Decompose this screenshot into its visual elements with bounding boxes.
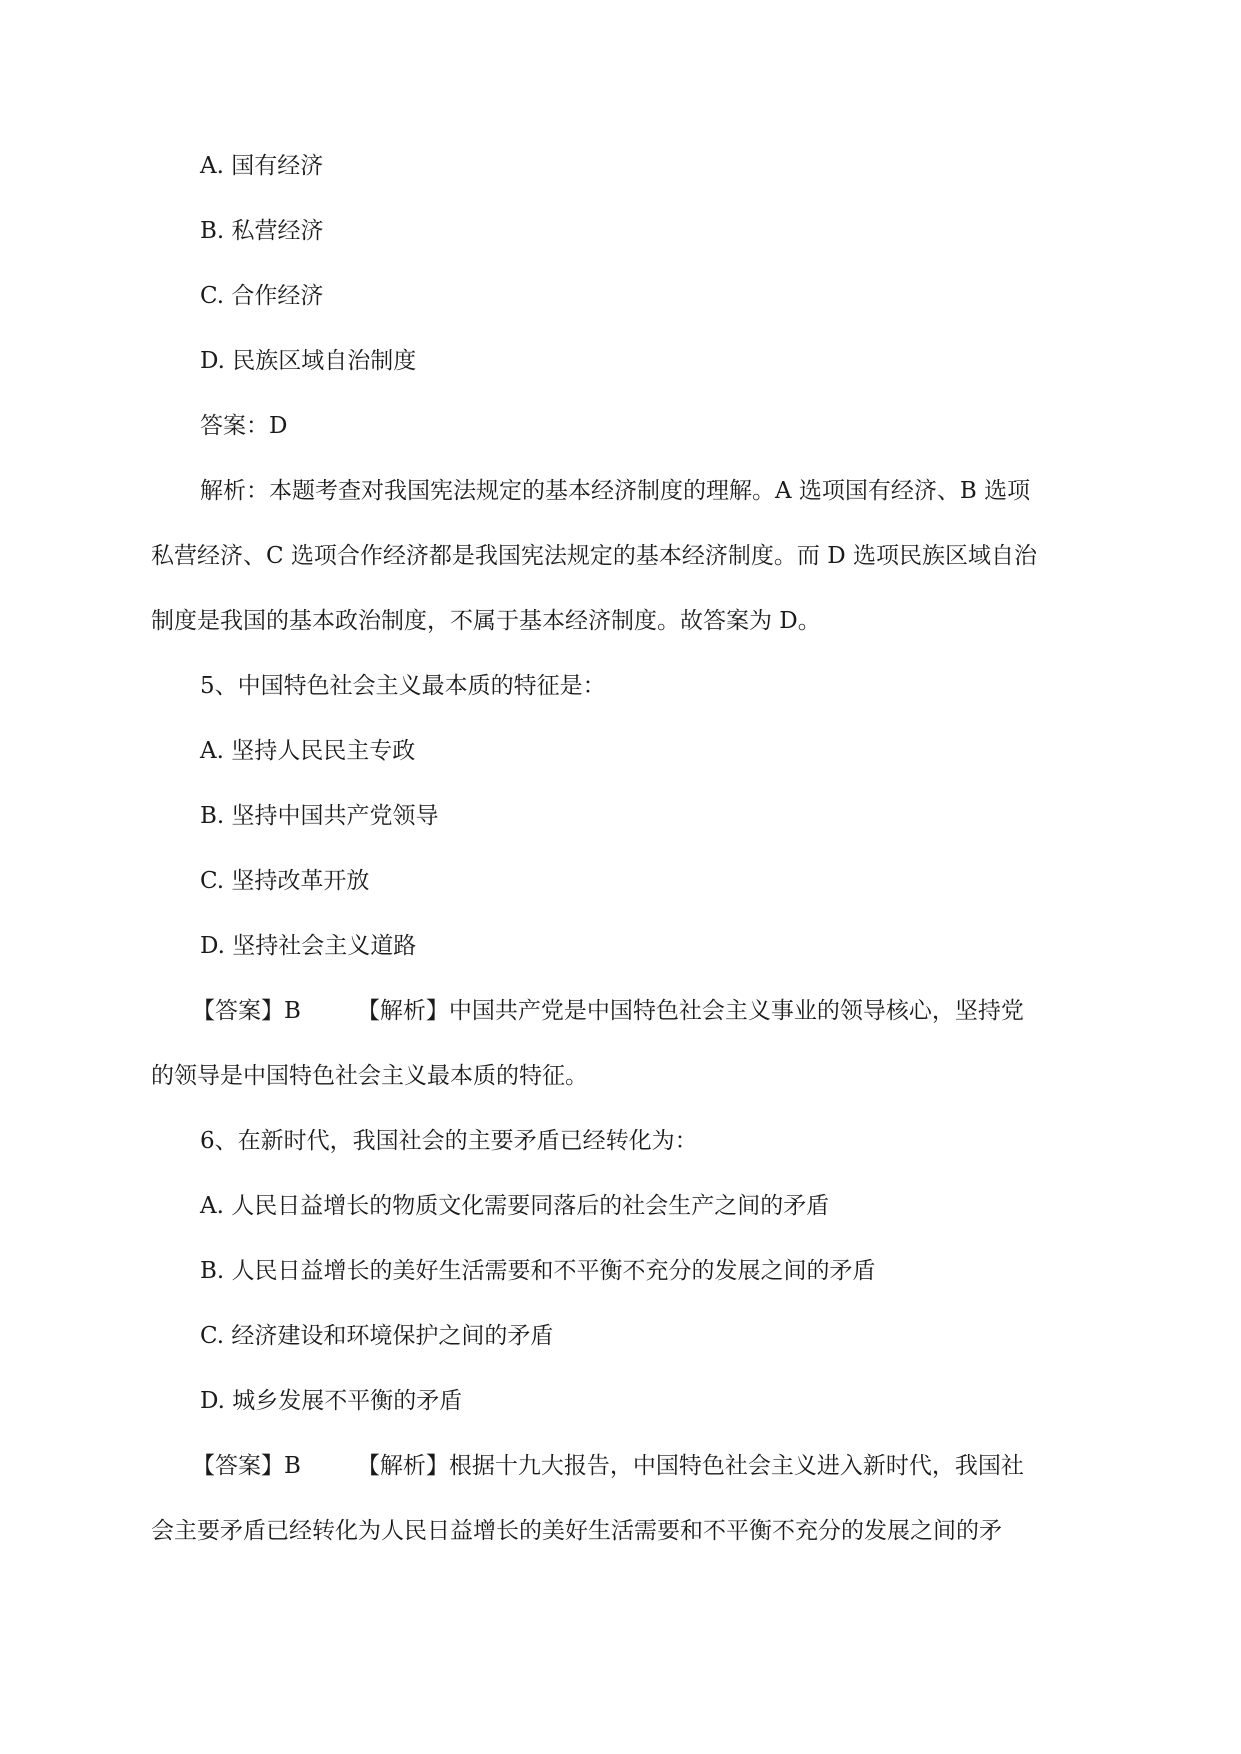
q6-option-d: D. 城乡发展不平衡的矛盾 [200, 1388, 463, 1414]
q6-analysis-cont: 会主要矛盾已经转化为人民日益增长的美好生活需要和不平衡不充分的发展之间的矛 [151, 1518, 1002, 1544]
q5-option-b: B. 坚持中国共产党领导 [200, 803, 439, 829]
q6-answer: 【答案】B [192, 1453, 301, 1479]
q4-answer: 答案：D [200, 413, 288, 439]
q4-analysis-line-2: 私营经济、C 选项合作经济都是我国宪法规定的基本经济制度。而 D 选项民族区域自治 [151, 543, 1037, 569]
q5-option-d: D. 坚持社会主义道路 [200, 933, 417, 959]
q5-option-a: A. 坚持人民民主专政 [200, 738, 416, 764]
q4-option-c: C. 合作经济 [200, 283, 324, 309]
q5-option-c: C. 坚持改革开放 [200, 868, 370, 894]
q4-option-d: D. 民族区域自治制度 [200, 348, 417, 374]
q5-answer-analysis-line [0, 996, 1241, 1026]
q5-answer: 【答案】B [192, 998, 301, 1024]
q6-option-c: C. 经济建设和环境保护之间的矛盾 [200, 1323, 554, 1349]
q4-analysis-line-1: 解析：本题考查对我国宪法规定的基本经济制度的理解。A 选项国有经济、B 选项 [200, 478, 1031, 504]
q4-option-a: A. 国有经济 [200, 153, 324, 179]
q4-analysis-line-3: 制度是我国的基本政治制度，不属于基本经济制度。故答案为 D。 [151, 608, 821, 634]
q6-analysis-first: 【解析】根据十九大报告，中国特色社会主义进入新时代，我国社 [356, 1453, 1024, 1479]
q5-question: 5、中国特色社会主义最本质的特征是： [200, 673, 606, 699]
q6-question: 6、在新时代，我国社会的主要矛盾已经转化为： [200, 1128, 698, 1154]
q5-analysis-cont: 的领导是中国特色社会主义最本质的特征。 [151, 1063, 588, 1089]
q6-option-a: A. 人民日益增长的物质文化需要同落后的社会生产之间的矛盾 [200, 1193, 830, 1219]
q6-answer-analysis-line [0, 1451, 1241, 1481]
q4-option-b: B. 私营经济 [200, 218, 324, 244]
q5-analysis-first: 【解析】中国共产党是中国特色社会主义事业的领导核心，坚持党 [356, 998, 1024, 1024]
q6-option-b: B. 人民日益增长的美好生活需要和不平衡不充分的发展之间的矛盾 [200, 1258, 876, 1284]
